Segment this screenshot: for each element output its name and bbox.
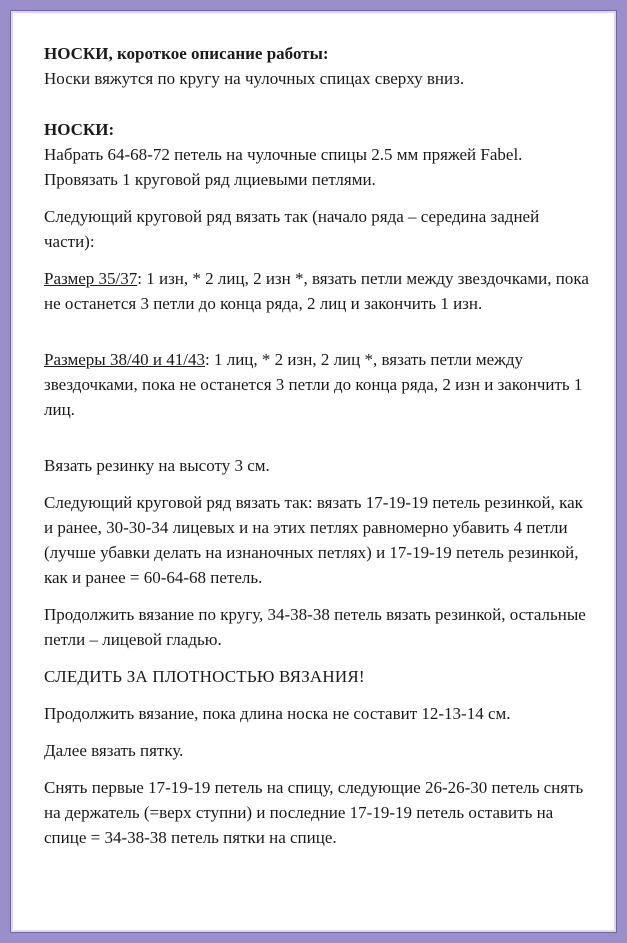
size-small-text: : 1 изн, * 2 лиц, 2 изн *, вязать петли между звездочками, пока не останется 3 петли до конца ряда, 2 лиц и закончить 1 изн. [44,269,589,313]
socks-title: НОСКИ: [44,120,115,139]
continue-round-paragraph: Продолжить вязание по кругу, 34-38-38 петель вязать резинкой, остальные петли – лицевой гладью. [44,605,586,649]
document-page [10,10,617,933]
intro-title: НОСКИ, короткое описание работы: [44,44,329,63]
next-round-paragraph: Следующий круговой ряд вязать так (начало ряда – середина задней части): [44,207,540,251]
heel-paragraph: Далее вязать пятку. [44,741,184,760]
gauge-warning: СЛЕДИТЬ ЗА ПЛОТНОСТЬЮ ВЯЗАНИЯ! [44,667,365,686]
intro-section [44,41,590,91]
size-small-label: Размер 35/37 [44,269,138,288]
socks-section [44,117,590,192]
heel-stitches-paragraph: Снять первые 17-19-19 петель на спицу, следующие 26-26-30 петель снять на держатель (=верх ступни) и последние 17-19-19 петель оставить на спице = 34-38-38 петель пятки на спице. [44,778,584,847]
size-large-paragraph [44,347,590,422]
size-small-paragraph [44,266,590,316]
size-large-text: : 1 лиц, * 2 изн, 2 лиц *, вязать петли между звездочками, пока не останется 3 петли до конца ряда, 2 изн и закончить 1 лиц. [44,350,583,419]
decrease-paragraph: Следующий круговой ряд вязать так: вязать 17-19-19 петель резинкой, как и ранее, 30-30-34 лицевых и на этих петлях равномерно убавить 4 петли (лучше убавки делать на изнаночных петлях) и 17-19-19 петель резинкой, как и ранее = 60-64-68 петель. [44,493,583,587]
sock-length-paragraph: Продолжить вязание, пока длина носка не составит 12-13-14 см. [44,704,511,723]
size-large-label: Размеры 38/40 и 41/43 [44,350,205,369]
cast-on-text: Набрать 64-68-72 петель на чулочные спицы 2.5 мм пряжей Fabel. Провязать 1 круговой ряд лциевыми петлями. [44,145,523,189]
intro-text: Носки вяжутся по кругу на чулочных спицах сверху вниз. [44,69,465,88]
rib-height-paragraph: Вязать резинку на высоту 3 см. [44,456,270,475]
